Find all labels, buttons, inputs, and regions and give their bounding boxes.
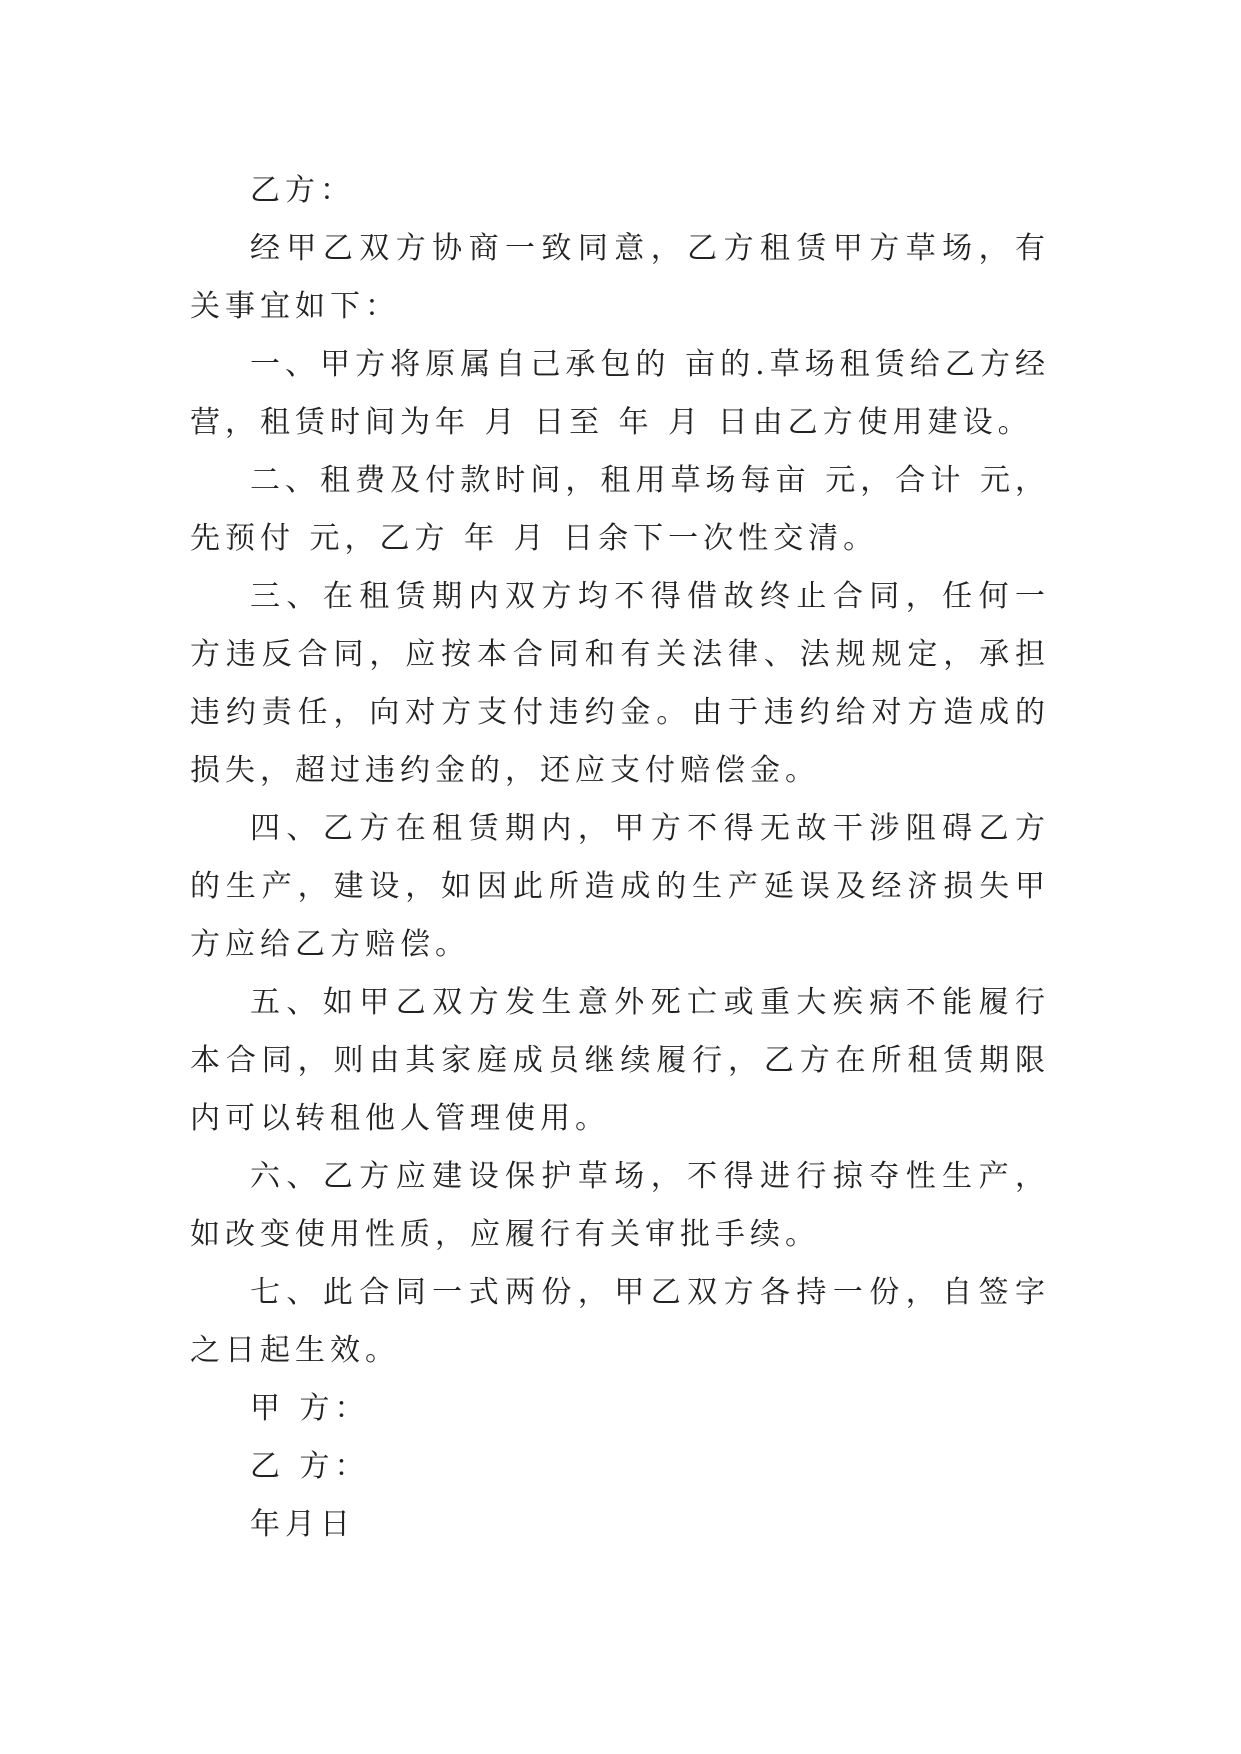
signature-party-a: 甲 方： — [250, 1391, 370, 1426]
signature-party-b: 乙 方： — [250, 1449, 370, 1484]
clause-6: 六、乙方应建设保护草场，不得进行掠夺性生产，如改变使用性质，应履行有关审批手续。 — [190, 1159, 1050, 1252]
signature-date: 年月日 — [250, 1507, 355, 1542]
clause-1: 一、甲方将原属自己承包的 亩的.草场租赁给乙方经营，租赁时间为年 月 日至 年 月 日由乙方使用建设。 — [190, 347, 1050, 440]
contract-body — [190, 162, 1050, 1554]
contract-preamble: 经甲乙双方协商一致同意，乙方租赁甲方草场，有关事宜如下： — [190, 231, 1050, 324]
clause-4: 四、乙方在租赁期内，甲方不得无故干涉阻碍乙方的生产，建设，如因此所造成的生产延误及经济损失甲方应给乙方赔偿。 — [190, 811, 1050, 962]
clause-5: 五、如甲乙双方发生意外死亡或重大疾病不能履行本合同，则由其家庭成员继续履行，乙方在所租赁期限内可以转租他人管理使用。 — [190, 985, 1050, 1136]
clause-2: 二、租费及付款时间，租用草场每亩 元，合计 元，先预付 元，乙方 年 月 日余下一次性交清。 — [190, 463, 1050, 556]
clause-3: 三、在租赁期内双方均不得借故终止合同，任何一方违反合同，应按本合同和有关法律、法规规定，承担违约责任，向对方支付违约金。由于违约给对方造成的损失，超过违约金的，还应支付赔偿金。 — [190, 579, 1050, 788]
clause-7: 七、此合同一式两份，甲乙双方各持一份，自签字之日起生效。 — [190, 1275, 1050, 1368]
party-b-heading: 乙方： — [250, 173, 355, 208]
